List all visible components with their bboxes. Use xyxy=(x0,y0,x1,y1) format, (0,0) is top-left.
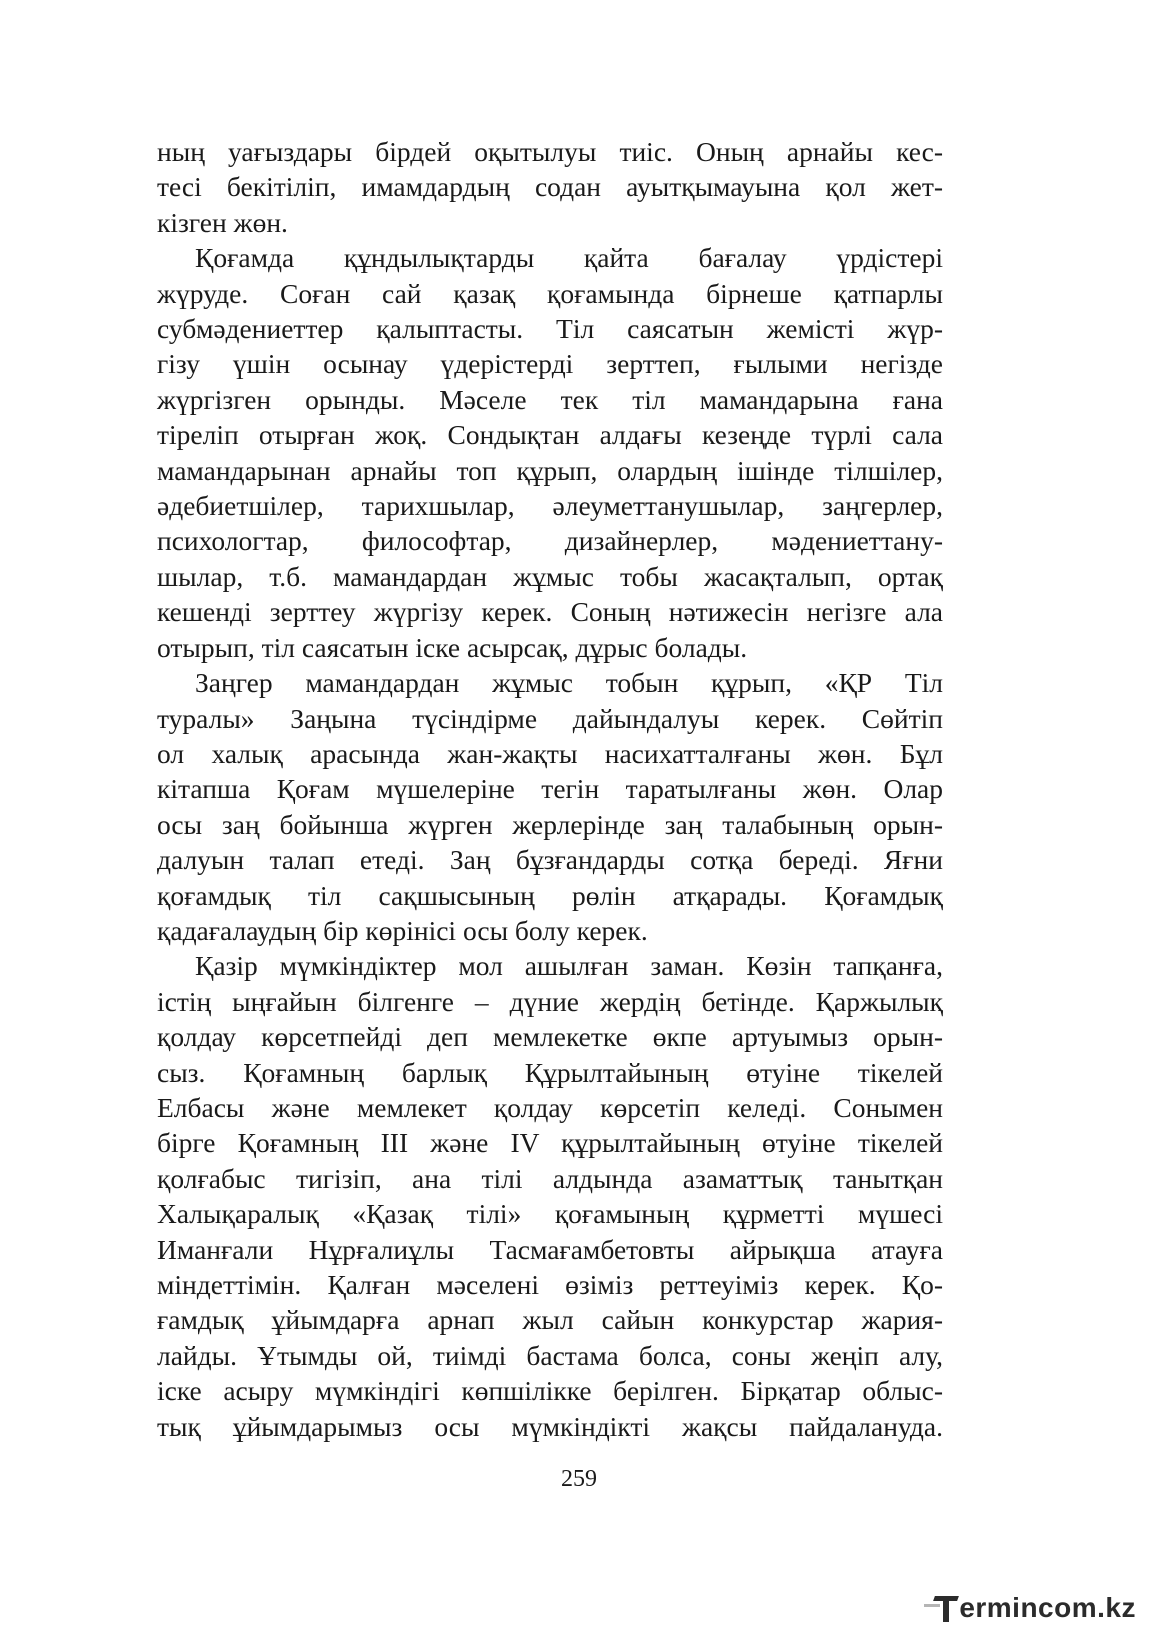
watermark-text-end: m.kz xyxy=(1071,1592,1136,1623)
text-line: іске асыру мүмкіндігі көпшілікке берілген. Бірқатар облыс- xyxy=(157,1375,943,1407)
site-watermark xyxy=(934,1588,1136,1628)
text-line: жүруде. Соған сай қазақ қоғамында бірнеше қатпарлы xyxy=(157,277,943,309)
text-line: кешенді зерттеу жүргізу керек. Соның нәтижесін негізге ала xyxy=(157,596,944,628)
text-line: тіреліп отырған жоқ. Сондықтан алдағы кезеңде түрлі сала xyxy=(157,419,944,451)
text-line: істің ыңғайын білгенге – дүние жердің бетінде. Қаржылық xyxy=(157,985,944,1017)
page-number: 259 xyxy=(561,1466,597,1492)
text-line: туралы» Заңына түсіндірме дайындалуы керек. Сөйтіп xyxy=(157,702,943,734)
text-line: әдебиетшілер, тарихшылар, әлеуметтанушылар, заңгерлер, xyxy=(157,490,944,522)
text-line: міндеттімін. Қалған мәселені өзіміз реттеуіміз керек. Қо- xyxy=(157,1269,943,1300)
text-line: лайды. Ұтымды ой, тиімді бастама болса, соны жеңіп алу, xyxy=(157,1339,944,1371)
text-line: қадағалаудың бір көрінісі осы болу керек. xyxy=(157,914,648,946)
t-logo-icon xyxy=(934,1592,958,1624)
text-line: отырып, тіл саясатын іске асырсақ, дұрыс болады. xyxy=(157,631,748,663)
text-line: мамандарынан арнайы топ құрып, олардың ішінде тілшілер, xyxy=(157,454,944,486)
text-line: Елбасы және мемлекет қолдау көрсетіп келеді. Сонымен xyxy=(157,1091,943,1123)
text-line: қолдау көрсетпейді деп мемлекетке өкпе артуымыз орын- xyxy=(157,1021,943,1053)
text-line: гізу үшін осынау үдерістерді зерттеп, ғылыми негізде xyxy=(157,348,943,380)
text-line: субмәдениеттер қалыптасты. Тіл саясатын жемісті жүр- xyxy=(157,313,943,345)
text-line: бірге Қоғамның III және IV құрылтайының өтуіне тікелей xyxy=(157,1127,944,1159)
text-line: ғамдық ұйымдарға арнап жыл сайын конкурстар жария- xyxy=(157,1304,943,1336)
text-line: тесі бекітіліп, имамдардың содан ауытқымауына қол жет- xyxy=(157,171,944,203)
text-line: Халықаралық «Қазақ тілі» қоғамының құрметті мүшесі xyxy=(157,1198,943,1230)
text-line: ның уағыздары бірдей оқытылуы тиіс. Оның арнайы кес- xyxy=(157,136,943,167)
text-line: қолғабыс тигізіп, ана тілі алдында азаматтық танытқан xyxy=(157,1162,944,1194)
text-line: кізген жөн. xyxy=(157,206,288,238)
text-line: жүргізген орынды. Мәселе тек тіл мамандарына ғана xyxy=(157,383,943,415)
text-line: Қазір мүмкіндіктер мол ашылған заман. Көзін тапқанға, xyxy=(195,950,943,982)
text-line: Иманғали Нұрғалиұлы Тасмағамбетовты айрықша атауға xyxy=(157,1233,943,1265)
text-line: Заңгер мамандардан жұмыс тобын құрып, «ҚР Тіл xyxy=(195,667,944,699)
text-line: кітапша Қоғам мүшелеріне тегін таратылғаны жөн. Олар xyxy=(157,773,943,805)
text-line: ол халық арасында жан-жақты насихатталғаны жөн. Бұл xyxy=(157,737,943,769)
text-line: сыз. Қоғамның барлық Құрылтайының өтуіне тікелей xyxy=(157,1056,943,1088)
text-line: психологтар, философтар, дизайнерлер, мәдениеттану- xyxy=(157,525,943,557)
text-line: шылар, т.б. мамандардан жұмыс тобы жасақталып, ортақ xyxy=(157,560,943,592)
text-line: тық ұйымдарымыз осы мүмкіндікті жақсы пайдалануда. xyxy=(157,1410,943,1442)
watermark-text-start: ermincо xyxy=(959,1592,1072,1623)
text-line: осы заң бойынша жүрген жерлерінде заң талабының орын- xyxy=(157,808,943,840)
body-text xyxy=(157,134,943,1444)
text-line: Қоғамда құндылықтарды қайта бағалау үрдістері xyxy=(195,242,943,274)
text-line: қоғамдық тіл сақшысының рөлін атқарады. Қоғамдық xyxy=(157,879,944,911)
text-line: далуын талап етеді. Заң бұзғандарды сотқа береді. Яғни xyxy=(157,844,943,876)
